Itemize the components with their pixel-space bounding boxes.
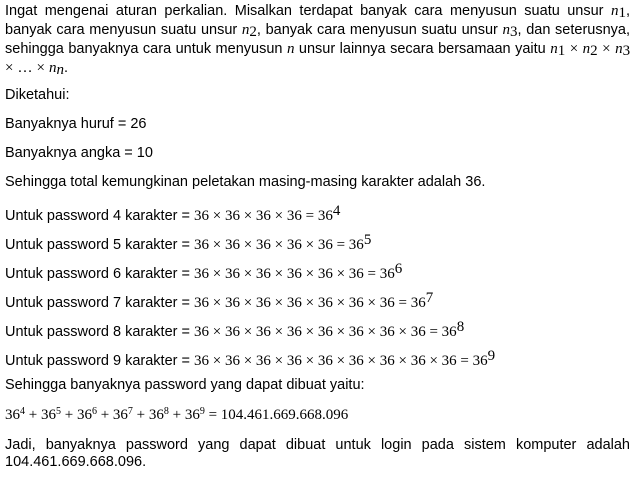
sum-base: 36 bbox=[40, 407, 56, 423]
password-exp: 8 bbox=[456, 319, 465, 335]
sub-2: 2 bbox=[249, 24, 257, 40]
password-expr: 36 × 36 × 36 × 36 × 36 × 36 × 36 × 36 × 36 = 36 bbox=[194, 353, 488, 369]
angka-line: Banyaknya angka = 10 bbox=[5, 145, 153, 161]
conclusion-paragraph: Jadi, banyaknya password yang dapat dibuat untuk login pada sistem komputer adalah 104.461.669.668.096. bbox=[5, 437, 630, 470]
intro-text-5: unsur lainnya secara bersamaan yaitu bbox=[298, 41, 546, 57]
prod-sub-1: 1 bbox=[557, 43, 566, 59]
password-line-5 bbox=[5, 232, 371, 254]
password-expr: 36 × 36 × 36 × 36 × 36 × 36 × 36 = 36 bbox=[194, 295, 426, 311]
prod-times-1: × bbox=[569, 41, 579, 57]
password-line-8 bbox=[5, 319, 464, 341]
password-exp: 5 bbox=[363, 232, 372, 248]
password-line-4 bbox=[5, 203, 340, 225]
sum-base: 36 bbox=[184, 407, 200, 423]
prod-sub-2: 2 bbox=[590, 43, 598, 59]
var-n2: n bbox=[241, 22, 250, 38]
password-label: Untuk password 5 karakter = bbox=[5, 237, 194, 253]
password-label: Untuk password 6 karakter = bbox=[5, 266, 194, 282]
password-label: Untuk password 7 karakter = bbox=[5, 295, 194, 311]
password-expr: 36 × 36 × 36 × 36 = 36 bbox=[194, 208, 333, 224]
password-exp: 4 bbox=[332, 203, 341, 219]
prod-times-3: × bbox=[5, 60, 14, 76]
intro-text-1: Ingat mengenai aturan perkalian. Misalkan terdapat banyak cara menyusun suatu unsur bbox=[5, 3, 604, 19]
period: . bbox=[64, 60, 69, 76]
sum-exp: 5 bbox=[55, 406, 61, 417]
intro-paragraph bbox=[5, 3, 630, 79]
password-line-7 bbox=[5, 290, 433, 312]
prod-times-2: × bbox=[602, 41, 611, 57]
prod-sub-n: n bbox=[56, 62, 65, 78]
password-expr: 36 × 36 × 36 × 36 × 36 × 36 × 36 × 36 = 36 bbox=[194, 324, 457, 340]
password-line-6 bbox=[5, 261, 402, 283]
password-label: Untuk password 8 karakter = bbox=[5, 324, 194, 340]
password-line-9 bbox=[5, 348, 495, 370]
sehingga-banyak-line: Sehingga banyaknya password yang dapat dibuat yaitu: bbox=[5, 377, 365, 393]
sum-plus: + bbox=[96, 407, 113, 423]
sum-exp: 6 bbox=[91, 406, 97, 417]
sum-base: 36 bbox=[5, 407, 20, 423]
sum-plus: + bbox=[168, 407, 185, 423]
var-n3: n bbox=[502, 22, 511, 38]
sum-base: 36 bbox=[76, 407, 92, 423]
total-line: Sehingga total kemungkinan peletakan masing-masing karakter adalah 36. bbox=[5, 174, 486, 190]
prod-ellipsis: … bbox=[17, 60, 33, 76]
diketahui-label: Diketahui: bbox=[5, 87, 70, 103]
sub-3: 3 bbox=[510, 24, 518, 40]
intro-text-3: , banyak cara menyusun suatu unsur bbox=[256, 22, 498, 38]
sum-plus: + bbox=[25, 407, 41, 423]
password-exp: 7 bbox=[425, 290, 434, 306]
password-expr: 36 × 36 × 36 × 36 × 36 = 36 bbox=[194, 237, 364, 253]
prod-n1: n bbox=[550, 41, 558, 57]
sum-exp: 7 bbox=[127, 406, 133, 417]
prod-sub-3: 3 bbox=[622, 43, 631, 59]
prod-n2: n bbox=[582, 41, 591, 57]
password-exp: 6 bbox=[394, 261, 403, 277]
sum-line bbox=[5, 406, 348, 424]
intro-text-4: , dan seterusnya, sehingga banyaknya cara untuk menyusun bbox=[5, 22, 631, 57]
comma-1: , bbox=[625, 3, 631, 19]
prod-nn: n bbox=[49, 60, 57, 76]
password-expr: 36 × 36 × 36 × 36 × 36 × 36 = 36 bbox=[194, 266, 395, 282]
sum-exp: 4 bbox=[20, 406, 25, 417]
password-exp: 9 bbox=[487, 348, 496, 364]
var-n: n bbox=[286, 41, 295, 57]
prod-times-4: × bbox=[36, 60, 45, 76]
sum-plus: + bbox=[60, 407, 77, 423]
sum-result: = 104.461.669.668.096 bbox=[204, 407, 349, 423]
sum-base: 36 bbox=[148, 407, 164, 423]
prod-n3: n bbox=[615, 41, 623, 57]
sub-1: 1 bbox=[618, 5, 626, 21]
intro-text-2: banyak cara menyusun suatu unsur bbox=[5, 22, 238, 38]
sum-exp: 8 bbox=[163, 406, 169, 417]
sum-base: 36 bbox=[112, 407, 128, 423]
sum-exp: 9 bbox=[199, 406, 205, 417]
password-label: Untuk password 9 karakter = bbox=[5, 353, 194, 369]
sum-plus: + bbox=[132, 407, 149, 423]
var-n1: n bbox=[610, 3, 619, 19]
password-label: Untuk password 4 karakter = bbox=[5, 208, 194, 224]
huruf-line: Banyaknya huruf = 26 bbox=[5, 116, 147, 132]
